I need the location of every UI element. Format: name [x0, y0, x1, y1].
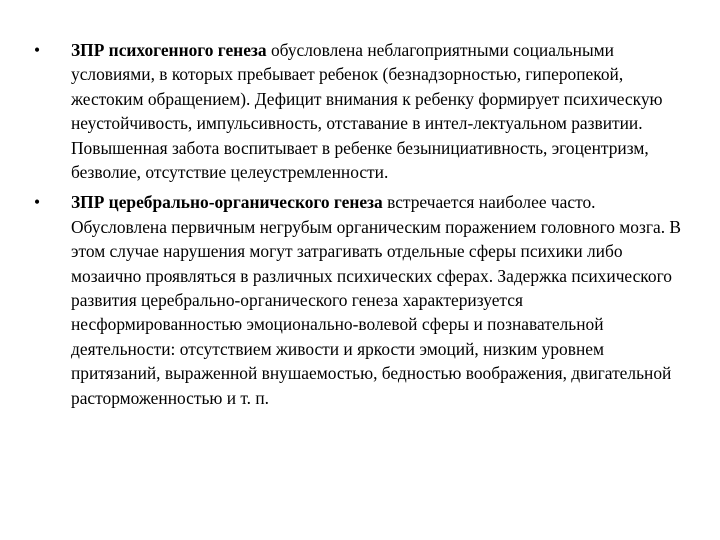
bullet-item-cerebral-organic	[34, 190, 690, 410]
bullet-marker: •	[34, 40, 41, 60]
bullet-item-psychogenic	[34, 38, 690, 184]
bullet-marker: •	[34, 192, 41, 213]
bullet-text: встречается наиболее часто. Обусловлена первичным негрубым органическим поражением головного мозга. В этом случае нарушения могут затрагивать отдельные сферы психики либо мозаично проявляться в различных психических сферах. Задержка психического развития церебрально-органического генеза характеризуется несформированностью эмоционально-волевой сферы и познавательной деятельности: отсутствием живости и яркости эмоций, низким уровнем притязаний, выраженной внушаемостью, бедностью воображения, двигательной расторможенностью и т. п.	[71, 192, 681, 408]
bullet-term: ЗПР церебрально-органического генеза	[71, 192, 383, 213]
bullet-text: обусловлена неблагоприятными социальными условиями, в которых пребывает ребенок (безнадзорностью, гиперопекой, жестоким обращением). Дефицит внимания к ребенку формирует психическую неустойчивость, импульсивность, отставание в интел-лектуальном развитии. Повышенная забота воспитывает в ребенке безынициативность, эгоцентризм, безволие, отсутствие целеустремленности.	[71, 40, 663, 183]
bullet-list	[34, 38, 690, 410]
bullet-term: ЗПР психогенного генеза	[71, 40, 267, 60]
